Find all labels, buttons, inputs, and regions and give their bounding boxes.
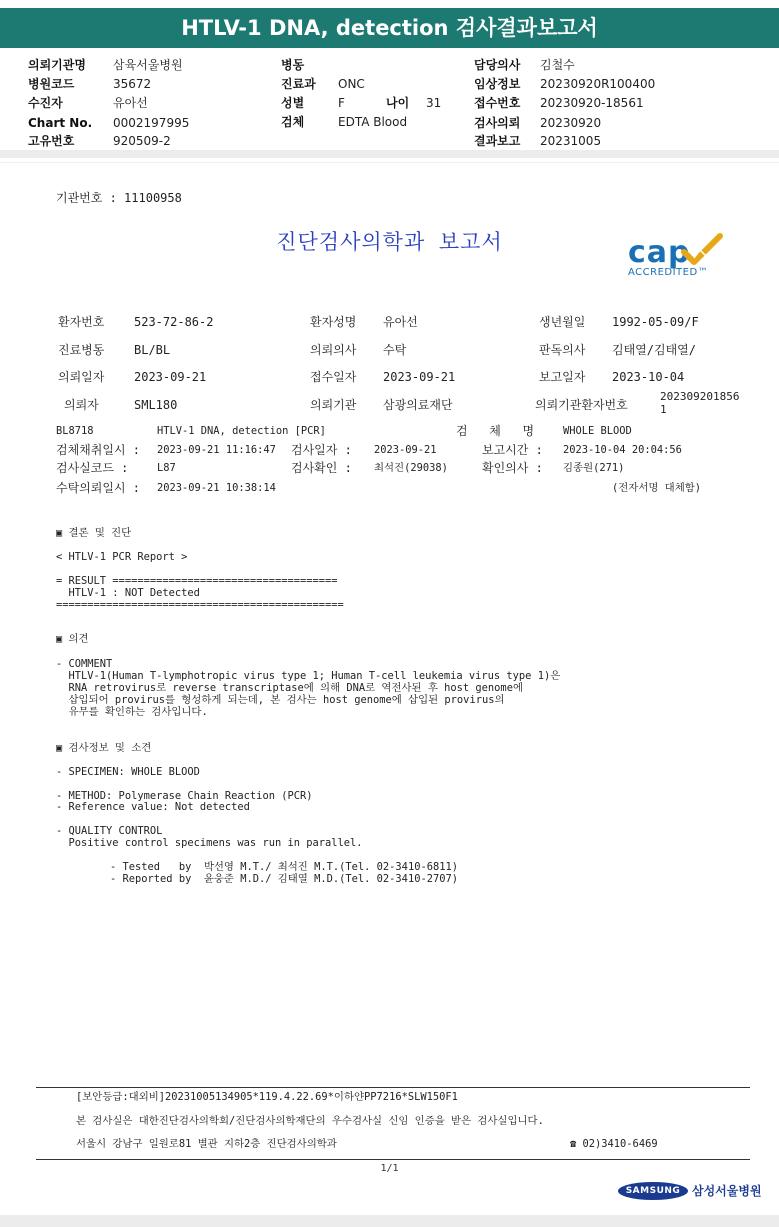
reference-line: - Reference value: Not detected (56, 801, 250, 813)
department-value: ONC (338, 77, 365, 91)
institution-patient-no-value: 202309201856 (660, 390, 740, 403)
footer-top-line (36, 1087, 750, 1088)
cap-accredited-logo (624, 232, 734, 288)
comment-line: 유무를 확인하는 검사입니다. (56, 706, 208, 718)
ward-grid-value: BL/BL (134, 343, 171, 357)
birthdate-label: 생년월일 (539, 315, 586, 329)
institution-patient-no-label: 의뢰기관환자번호 (535, 398, 628, 412)
cap-logo-sub: ACCREDITED™ (628, 267, 709, 278)
receipt-no-value: 20230920-18561 (540, 96, 644, 110)
hospital-code-label: 병원코드 (28, 77, 75, 91)
samsung-logo: SAMSUNG (618, 1182, 688, 1200)
page-number: 1/1 (380, 1163, 399, 1174)
conclusion-title: ▣ 결론 및 진단 (56, 527, 132, 539)
reported-by-line: - Reported by 윤웅준 M.D./ 김태열 M.D.(Tel. 02-3410-2707) (110, 873, 458, 885)
requesting-institution-value: 삼광의료재단 (383, 398, 453, 412)
test-name: HTLV-1 DNA, detection [PCR] (157, 425, 326, 437)
lab-code-value: L87 (157, 462, 176, 474)
sex-value: F (338, 96, 345, 110)
pcr-report-heading: < HTLV-1 PCR Report > (56, 551, 188, 563)
header-separator-thin (0, 162, 779, 163)
confirm-doctor-value: 김종원(271) (563, 462, 625, 474)
test-date-label: 검사일자 : (291, 443, 352, 457)
test-date-value: 2023-09-21 (374, 444, 437, 456)
result-report-label: 결과보고 (474, 134, 521, 148)
specimen-name-value: WHOLE BLOOD (563, 425, 632, 437)
receipt-date-value: 2023-09-21 (383, 370, 456, 384)
clinical-info-value: 20230920R100400 (540, 77, 656, 91)
request-date-label: 의뢰일자 (58, 370, 105, 384)
reading-doctor-value: 김태열/김태열/ (612, 343, 697, 357)
report-time-label: 보고시간 : (482, 443, 543, 457)
result-line: = RESULT ==================================== (56, 575, 338, 587)
security-grade: [보안등급:대외비]20231005134905*119.4.22.69*이하얀PP7216*SLW150F1 (76, 1091, 458, 1103)
referral-institution-label: 의뢰기관명 (28, 58, 86, 72)
comment-line: 삽입되어 provirus를 형성하게 되는데, 본 검사는 host genome에 삽입된 provirus의 (56, 694, 505, 706)
tested-by-line: - Tested by 박선영 M.T./ 최석진 M.T.(Tel. 02-3410-6811) (110, 861, 458, 873)
confirm-doctor-label: 확인의사 : (482, 461, 543, 475)
result-report-value: 20231005 (540, 134, 602, 148)
test-request-label: 검사의뢰 (474, 116, 521, 130)
header-separator (0, 150, 779, 158)
comment-line: HTLV-1(Human T-lymphotropic virus type 1; Human T-cell leukemia virus type 1)은 (56, 670, 561, 682)
institution-number: 기관번호 : 11100958 (56, 191, 182, 205)
test-info-title: ▣ 검사정보 및 소견 (56, 742, 152, 754)
report-date-value: 2023-10-04 (612, 370, 685, 384)
test-confirm-value: 최석진(29038) (374, 462, 448, 474)
consignment-time-label: 수탁의뢰일시 : (56, 481, 141, 495)
clinical-info-label: 임상정보 (474, 77, 521, 91)
result-value: HTLV-1 : NOT Detected (56, 587, 200, 599)
quality-control-line: - QUALITY CONTROL (56, 825, 163, 837)
lab-phone: ☎ 02)3410-6469 (570, 1138, 658, 1150)
age-value: 31 (426, 96, 442, 110)
patient-name-value: 유아선 (383, 315, 418, 329)
test-confirm-label: 검사확인 : (291, 461, 352, 475)
chart-no-label: Chart No. (28, 116, 93, 130)
hospital-code-value: 35672 (113, 77, 152, 91)
ward-grid-label: 진료병동 (58, 343, 105, 357)
receipt-no-label: 접수번호 (474, 96, 521, 110)
patient-label: 수진자 (28, 96, 63, 110)
hospital-logo-text: 삼성서울병원 (692, 1184, 762, 1198)
requesting-doctor-value: 수탁 (383, 343, 407, 357)
unique-no-value: 920509-2 (113, 134, 171, 148)
lab-address: 서울시 강남구 일원로81 별관 지하2층 진단검사의학과 (76, 1138, 337, 1150)
specimen-label: 검체 (281, 115, 305, 129)
cap-logo-word: cap (628, 235, 691, 270)
patient-name-label: 환자성명 (310, 315, 357, 329)
patient-value: 유아선 (113, 96, 148, 110)
department-label: 진료과 (281, 77, 316, 91)
opinion-title: ▣ 의견 (56, 633, 89, 645)
patient-no-value: 523-72-86-2 (134, 315, 214, 329)
result-end-line: ============================================== (56, 599, 344, 611)
referral-institution-value: 삼육서울병원 (113, 58, 183, 72)
report-time-value: 2023-10-04 20:04:56 (563, 444, 682, 456)
specimen-name-label: 검 체 명 (456, 424, 535, 438)
collection-time-label: 검체채취일시 : (56, 443, 141, 457)
specimen-value: EDTA Blood (338, 115, 408, 129)
birthdate-value: 1992-05-09/F (612, 315, 699, 329)
institution-patient-no-suffix: 1 (660, 403, 667, 416)
bottom-margin (0, 1215, 779, 1227)
lab-code-label: 검사실코드 : (56, 461, 129, 475)
footer-bottom-line (36, 1159, 750, 1160)
attending-doctor-value: 김철수 (540, 58, 575, 72)
receipt-date-label: 접수일자 (310, 370, 357, 384)
e-signature-note: (전자서명 대체함) (612, 482, 702, 494)
requester-value: SML180 (134, 398, 178, 412)
chart-no-value: 0002197995 (113, 116, 190, 130)
ward-label: 병동 (281, 58, 305, 72)
certification-note: 본 검사실은 대한진단검사의학회/진단검사의학재단의 우수검사실 신임 인증을 받은 검사실입니다. (76, 1115, 544, 1127)
reading-doctor-label: 판독의사 (539, 343, 586, 357)
report-date-label: 보고일자 (539, 370, 586, 384)
consignment-time-value: 2023-09-21 10:38:14 (157, 482, 276, 494)
comment-line: RNA retrovirus로 reverse transcriptase에 의해 DNA로 역전사된 후 host genome에 (56, 682, 523, 694)
sex-label: 성별 (281, 96, 305, 110)
test-request-value: 20230920 (540, 116, 602, 130)
lab-report-title: 진단검사의학과 보고서 (276, 230, 503, 254)
check-mark-icon (680, 232, 724, 268)
attending-doctor-label: 담당의사 (474, 58, 521, 72)
quality-control-detail: Positive control specimens was run in parallel. (56, 837, 363, 849)
test-code: BL8718 (56, 425, 94, 437)
collection-time-value: 2023-09-21 11:16:47 (157, 444, 276, 456)
comment-line: - COMMENT (56, 658, 113, 670)
patient-no-label: 환자번호 (58, 315, 105, 329)
requester-label: 의뢰자 (64, 398, 99, 412)
method-line: - METHOD: Polymerase Chain Reaction (PCR) (56, 790, 313, 802)
requesting-institution-label: 의뢰기관 (310, 398, 357, 412)
request-date-value: 2023-09-21 (134, 370, 207, 384)
unique-no-label: 고유번호 (28, 134, 75, 148)
requesting-doctor-label: 의뢰의사 (310, 343, 357, 357)
report-title-banner: HTLV-1 DNA, detection 검사결과보고서 (0, 8, 779, 48)
age-label: 나이 (386, 96, 410, 110)
specimen-line: - SPECIMEN: WHOLE BLOOD (56, 766, 200, 778)
